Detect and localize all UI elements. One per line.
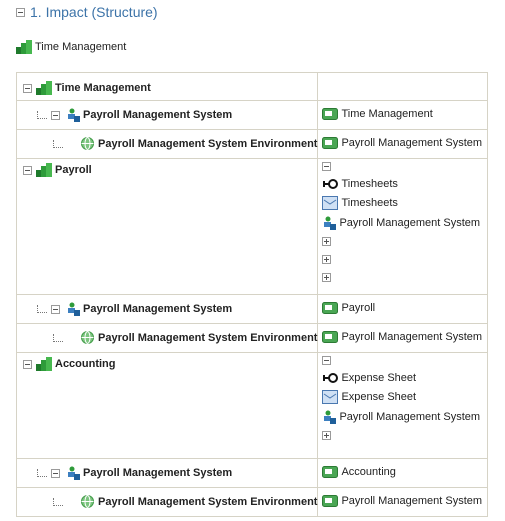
table-row [17, 295, 488, 324]
group-title[interactable]: Time Management [55, 82, 151, 94]
list-item [322, 216, 487, 230]
relation-label[interactable]: Time Management [341, 108, 433, 120]
collapse-toggle[interactable] [23, 166, 32, 175]
relation-label[interactable]: Payroll Management System [341, 331, 483, 343]
item-label[interactable]: Expense Sheet [341, 391, 417, 403]
table-row [17, 73, 488, 101]
list-item [322, 410, 487, 424]
relation-label[interactable]: Payroll Management System [341, 495, 483, 507]
list-item [322, 372, 487, 384]
section-title: 1. Impact (Structure) [30, 4, 158, 20]
relation-label[interactable]: Accounting [341, 466, 396, 478]
system-label[interactable]: Payroll Management System [83, 467, 233, 479]
table-row [17, 101, 488, 130]
application-system-icon [66, 302, 80, 316]
application-system-icon [322, 216, 336, 230]
table-row [17, 488, 488, 517]
system-label[interactable]: Payroll Management System [83, 303, 233, 315]
process-icon [36, 357, 52, 371]
collapse-toggle[interactable] [51, 469, 60, 478]
relation-icon [322, 466, 338, 478]
relation-label[interactable]: Payroll Management System [341, 137, 483, 149]
list-item [322, 178, 487, 190]
relation-label[interactable]: Payroll [341, 302, 376, 314]
table-row [17, 324, 488, 353]
system-label[interactable]: Payroll Management System [83, 109, 233, 121]
application-system-icon [66, 108, 80, 122]
collapse-toggle[interactable] [322, 356, 331, 365]
table-row [17, 353, 488, 459]
collapse-toggle[interactable] [322, 162, 331, 171]
relation-icon [322, 137, 338, 149]
globe-icon [81, 331, 94, 344]
group-title-row [17, 73, 317, 95]
group-title[interactable]: Accounting [55, 358, 116, 370]
environment-label[interactable]: Payroll Management System Environment [98, 495, 318, 508]
globe-icon [81, 495, 94, 508]
process-icon [36, 81, 52, 95]
item-label[interactable]: Expense Sheet [341, 372, 417, 384]
structure-table [16, 72, 488, 517]
collapse-toggle[interactable] [51, 305, 60, 314]
collapse-toggle[interactable] [51, 111, 60, 120]
collapse-toggle[interactable] [23, 84, 32, 93]
message-envelope-icon [322, 196, 338, 210]
expand-toggle[interactable] [322, 273, 331, 282]
application-system-icon [66, 466, 80, 480]
table-row [17, 159, 488, 295]
root-label: Time Management [35, 41, 127, 53]
environment-label[interactable]: Payroll Management System Environment [98, 331, 318, 344]
expand-toggle[interactable] [322, 255, 331, 264]
expand-toggle[interactable] [322, 237, 331, 246]
connector-icon [322, 372, 338, 384]
section-header [16, 4, 158, 20]
process-icon [36, 163, 52, 177]
globe-icon [81, 137, 94, 150]
list-item [322, 390, 487, 404]
message-envelope-icon [322, 390, 338, 404]
table-row [17, 130, 488, 159]
relation-icon [322, 302, 338, 314]
process-icon [16, 40, 32, 54]
collapse-toggle[interactable] [16, 8, 25, 17]
table-row [17, 459, 488, 488]
connector-icon [322, 178, 338, 190]
list-item [322, 196, 487, 210]
item-label[interactable]: Payroll Management System [339, 411, 481, 423]
group-title[interactable]: Payroll [55, 164, 92, 176]
relation-icon [322, 108, 338, 120]
item-label[interactable]: Timesheets [341, 197, 398, 209]
item-label[interactable]: Payroll Management System [339, 217, 481, 229]
relation-icon [322, 495, 338, 507]
collapse-toggle[interactable] [23, 360, 32, 369]
application-system-icon [322, 410, 336, 424]
expand-toggle[interactable] [322, 431, 331, 440]
item-label[interactable]: Timesheets [341, 178, 398, 190]
environment-label[interactable]: Payroll Management System Environment [98, 137, 318, 150]
relation-icon [322, 331, 338, 343]
root-object [16, 40, 126, 54]
